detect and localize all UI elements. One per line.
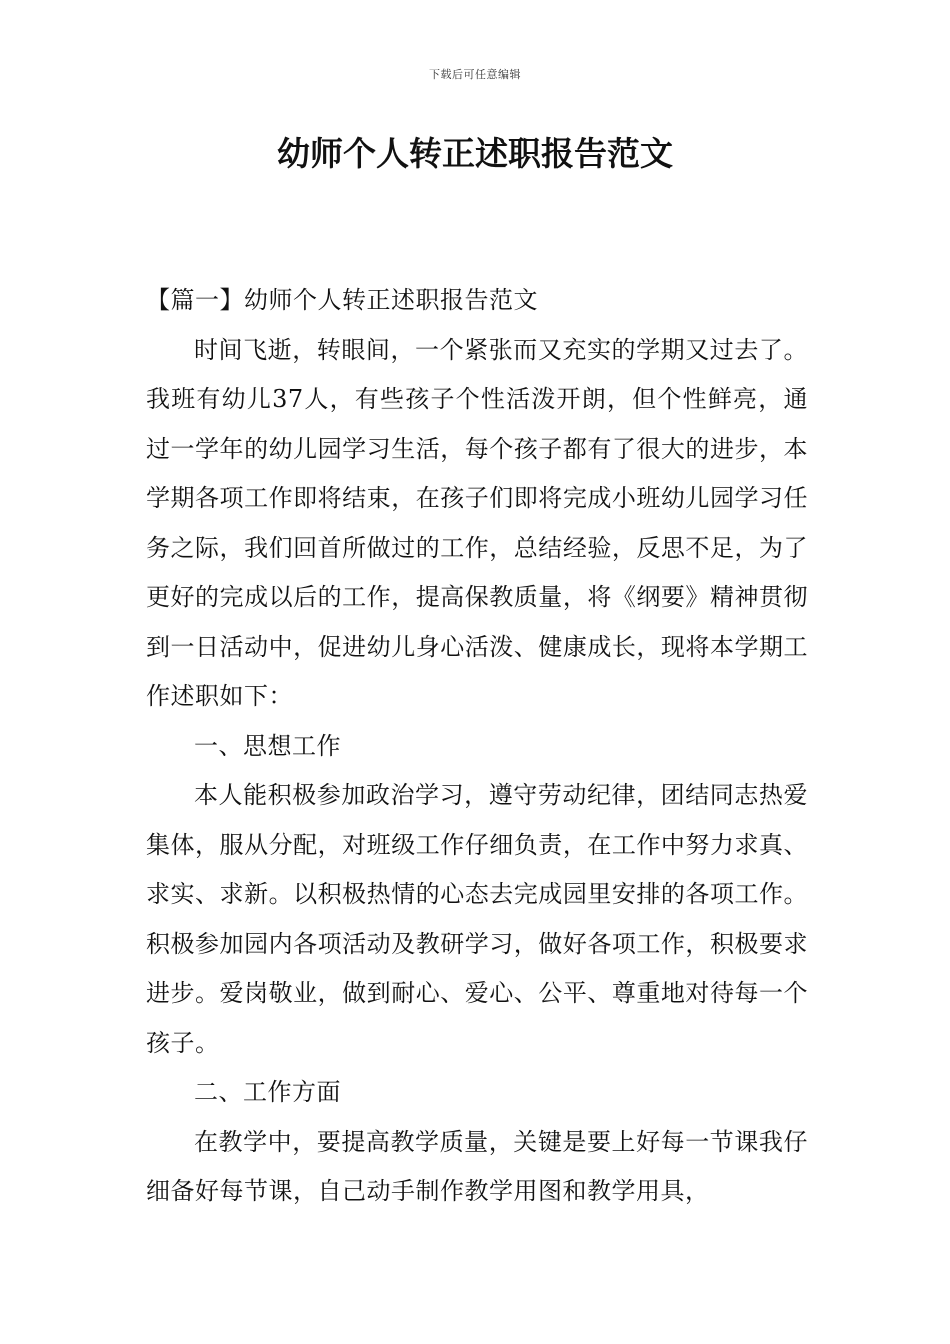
document-title: 幼师个人转正述职报告范文 <box>277 134 673 173</box>
paragraph-work: 在教学中，要提高教学质量，关键是要上好每一节课我仔细备好每节课，自己动手制作教学用图和教学用具， <box>146 1127 808 1205</box>
section-subtitle: 【篇一】幼师个人转正述职报告范文 <box>146 286 538 314</box>
paragraph-intro: 时间飞逝，转眼间，一个紧张而又充实的学期又过去了。我班有幼儿37人，有些孩子个性活泼开朗，但个性鲜亮，通过一学年的幼儿园学习生活，每个孩子都有了很大的进步，本学期各项工作即将结束，在孩子们即将完成小班幼儿园学习任务之际，我们回首所做过的工作，总结经验，反思不足，为了更好的完成以后的工作，提高保教质量，将《纲要》精神贯彻到一日活动中，促进幼儿身心活泼、健康成长，现将本学期工作述职如下： <box>146 335 808 710</box>
heading-work: 二、工作方面 <box>194 1078 341 1106</box>
header-note: 下载后可任意编辑 <box>429 68 521 81</box>
heading-ideology: 一、思想工作 <box>194 731 341 760</box>
document-body <box>146 276 808 1217</box>
paragraph-ideology: 本人能积极参加政治学习，遵守劳动纪律，团结同志热爱集体，服从分配，对班级工作仔细负责，在工作中努力求真、求实、求新。以积极热情的心态去完成园里安排的各项工作。积极参加园内各项活动及教研学习，做好各项工作，积极要求进步。爱岗敬业，做到耐心、爱心、公平、尊重地对待每一个孩子。 <box>146 781 808 1057</box>
